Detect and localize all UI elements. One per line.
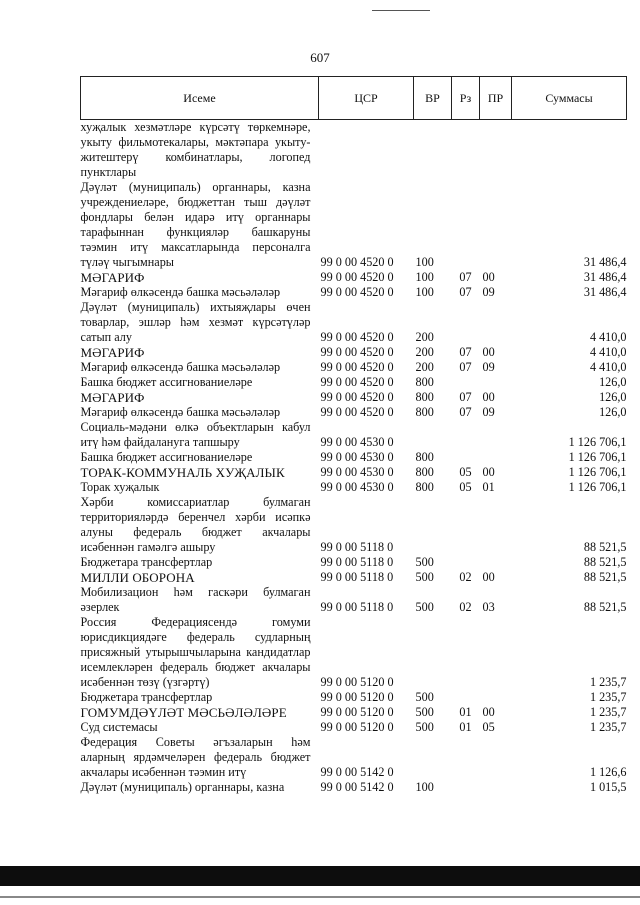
row-vr: 500 (415, 720, 434, 734)
header-sum: Суммасы (512, 77, 627, 120)
row-name: Башка бюджет ассигнованиеләре (80, 375, 253, 389)
row-rz: 07 (459, 285, 472, 299)
row-pr (480, 300, 512, 345)
row-vr: 500 (415, 570, 434, 584)
row-vr: 800 (415, 405, 434, 419)
row-csr: 99 0 00 4530 0 (320, 450, 394, 464)
row-sum: 1 126 706,1 (568, 450, 627, 464)
row-rz (452, 690, 480, 705)
row-rz: 07 (459, 360, 472, 374)
row-pr (480, 120, 512, 181)
row-rz: 01 (459, 720, 472, 734)
table-row (81, 585, 627, 615)
row-pr: 03 (482, 600, 495, 614)
row-pr: 00 (482, 270, 495, 284)
row-sum: 126,0 (599, 390, 627, 404)
row-csr: 99 0 00 5120 0 (320, 675, 394, 689)
row-vr: 800 (415, 390, 434, 404)
row-rz (452, 780, 480, 795)
row-csr (319, 120, 414, 181)
row-rz (452, 735, 480, 780)
table-row (81, 390, 627, 405)
table-row (81, 720, 627, 735)
table-row (81, 300, 627, 345)
row-vr: 800 (415, 465, 434, 479)
row-vr (414, 615, 452, 690)
row-name: Дәүләт (муниципаль) ихтыяҗлары өчен товарлар, эшләр һәм хезмәт күрсәтүләр сатып алу (80, 300, 311, 344)
row-sum: 1 126,6 (589, 765, 627, 779)
table-row (81, 555, 627, 570)
row-rz (452, 450, 480, 465)
row-name: Мобилизацион һәм гаскәри булмаган әзерлек (80, 585, 311, 614)
row-vr: 100 (415, 780, 434, 794)
row-vr: 500 (415, 705, 434, 719)
row-name: МӘГАРИФ (80, 270, 145, 285)
row-name: ТОРАК-КОММУНАЛЬ ХУҖАЛЫК (80, 465, 285, 480)
row-name: Хәрби комиссариатлар булмаган территорияләрдә беренчел хәрби исәпкә алуны федераль бюджет акчалары исәбеннән гамәлгә ашыру (80, 495, 311, 554)
row-pr: 09 (482, 360, 495, 374)
scan-edge-mark (372, 10, 430, 11)
row-vr: 100 (415, 285, 434, 299)
row-pr: 00 (482, 390, 495, 404)
row-sum: 1 235,7 (589, 705, 627, 719)
header-vr: ВР (414, 77, 452, 120)
row-sum: 126,0 (599, 375, 627, 389)
page-number: 607 (310, 50, 330, 65)
row-csr: 99 0 00 4520 0 (320, 345, 394, 359)
row-pr (480, 420, 512, 450)
row-rz (452, 555, 480, 570)
table-row (81, 480, 627, 495)
table-row (81, 285, 627, 300)
row-sum: 88 521,5 (583, 600, 627, 614)
table-row (81, 690, 627, 705)
row-pr (480, 180, 512, 270)
table-row (81, 405, 627, 420)
row-pr (480, 735, 512, 780)
row-name: ГОМУМДӘҮЛӘТ МӘСЬӘЛӘЛӘРЕ (80, 705, 287, 720)
row-pr (480, 615, 512, 690)
row-rz: 01 (459, 705, 472, 719)
row-rz (452, 120, 480, 181)
row-name: Россия Федерациясендә гомуми юрисдикциядәге федераль судларның присяжный утырышчыларына кандидатлар исемлекләрен федераль бюджет акчалары исәбеннән төзү (үзгәртү) (80, 615, 311, 689)
row-sum: 31 486,4 (583, 270, 627, 284)
row-pr (480, 690, 512, 705)
table-body (81, 120, 627, 796)
row-rz: 07 (459, 270, 472, 284)
table-row (81, 465, 627, 480)
row-rz (452, 420, 480, 450)
row-vr: 800 (415, 375, 434, 389)
table-row (81, 120, 627, 181)
table-row (81, 615, 627, 690)
row-csr: 99 0 00 4520 0 (320, 360, 394, 374)
scan-bottom-line (0, 896, 640, 898)
row-csr: 99 0 00 5118 0 (320, 600, 394, 614)
table-row (81, 495, 627, 555)
row-csr: 99 0 00 4520 0 (320, 255, 394, 269)
row-name: Бюджетара трансфертлар (80, 555, 213, 569)
row-pr (480, 780, 512, 795)
row-sum: 4 410,0 (589, 345, 627, 359)
row-rz (452, 180, 480, 270)
row-pr (480, 555, 512, 570)
row-vr (414, 495, 452, 555)
row-vr: 200 (415, 360, 434, 374)
row-name: Суд системасы (80, 720, 158, 734)
row-csr: 99 0 00 4520 0 (320, 330, 394, 344)
row-csr: 99 0 00 4530 0 (320, 480, 394, 494)
row-rz (452, 615, 480, 690)
table-row (81, 780, 627, 795)
row-rz (452, 300, 480, 345)
row-rz: 02 (459, 570, 472, 584)
row-vr: 800 (415, 450, 434, 464)
row-sum: 88 521,5 (583, 570, 627, 584)
row-name: Дәүләт (муниципаль) органнары, казна (80, 780, 285, 794)
row-pr (480, 450, 512, 465)
row-rz: 05 (459, 465, 472, 479)
row-name: хуҗалык хезмәтләре күрсәтү төркемнәре, укыту фильмотекалары, мәктәпара укыту-житештерү комбинатлары, логопед пунктлары (80, 120, 311, 179)
row-name: Мәгариф өлкәсендә башка мәсьәләләр (80, 285, 281, 299)
row-pr: 00 (482, 465, 495, 479)
table-row (81, 270, 627, 285)
row-pr: 00 (482, 705, 495, 719)
row-name: МӘГАРИФ (80, 390, 145, 405)
row-csr: 99 0 00 5118 0 (320, 570, 394, 584)
header-name: Исеме (81, 77, 319, 120)
row-vr: 800 (415, 480, 434, 494)
row-vr: 100 (415, 255, 434, 269)
row-sum: 126,0 (599, 405, 627, 419)
row-rz: 07 (459, 345, 472, 359)
row-sum: 31 486,4 (583, 285, 627, 299)
row-pr (480, 375, 512, 390)
row-sum: 1 126 706,1 (568, 480, 627, 494)
row-vr (414, 420, 452, 450)
scan-bottom-bar (0, 866, 640, 886)
row-sum: 1 235,7 (589, 720, 627, 734)
row-sum: 88 521,5 (583, 555, 627, 569)
row-csr: 99 0 00 4530 0 (320, 465, 394, 479)
row-csr: 99 0 00 5120 0 (320, 720, 394, 734)
row-csr: 99 0 00 4520 0 (320, 390, 394, 404)
table-header-row (81, 77, 627, 120)
table-row (81, 570, 627, 585)
row-csr: 99 0 00 5142 0 (320, 780, 394, 794)
row-rz: 02 (459, 600, 472, 614)
row-csr: 99 0 00 5118 0 (320, 555, 394, 569)
row-vr: 500 (415, 690, 434, 704)
row-sum (512, 120, 627, 181)
row-pr: 05 (482, 720, 495, 734)
row-rz: 07 (459, 405, 472, 419)
row-sum: 1 015,5 (589, 780, 627, 794)
row-pr: 09 (482, 285, 495, 299)
row-rz (452, 375, 480, 390)
row-vr (414, 120, 452, 181)
row-csr: 99 0 00 5120 0 (320, 705, 394, 719)
row-vr: 500 (415, 600, 434, 614)
header-rz: Рз (452, 77, 480, 120)
row-sum: 1 126 706,1 (568, 435, 627, 449)
row-name: МӘГАРИФ (80, 345, 145, 360)
row-csr: 99 0 00 4530 0 (320, 435, 394, 449)
row-vr: 500 (415, 555, 434, 569)
row-csr: 99 0 00 5120 0 (320, 690, 394, 704)
row-name: Башка бюджет ассигнованиеләре (80, 450, 253, 464)
row-rz: 07 (459, 390, 472, 404)
row-csr: 99 0 00 4520 0 (320, 285, 394, 299)
header-pr: ПР (480, 77, 512, 120)
row-name: Дәүләт (муниципаль) органнары, казна учреждениеләре, бюджеттан тыш дәүләт фондлары белән идарә итү органнары тарафыннан функцияләр башкаруны тәэмин итү максатларында персоналга түләү чыгымнары (80, 180, 311, 269)
row-csr: 99 0 00 4520 0 (320, 375, 394, 389)
row-name: Мәгариф өлкәсендә башка мәсьәләләр (80, 360, 281, 374)
row-csr: 99 0 00 4520 0 (320, 270, 394, 284)
row-pr: 00 (482, 570, 495, 584)
row-rz (452, 495, 480, 555)
row-pr: 01 (482, 480, 495, 494)
table-row (81, 450, 627, 465)
row-csr: 99 0 00 4520 0 (320, 405, 394, 419)
table-row (81, 375, 627, 390)
table-row (81, 345, 627, 360)
row-sum: 88 521,5 (583, 540, 627, 554)
row-sum: 1 235,7 (589, 690, 627, 704)
row-vr (414, 735, 452, 780)
budget-table (80, 76, 627, 795)
table-row (81, 420, 627, 450)
row-sum: 1 235,7 (589, 675, 627, 689)
row-vr: 200 (415, 345, 434, 359)
row-name: Торак хуҗалык (80, 480, 160, 494)
table-row (81, 180, 627, 270)
row-vr: 200 (415, 330, 434, 344)
row-pr (480, 495, 512, 555)
table-row (81, 735, 627, 780)
row-sum: 4 410,0 (589, 330, 627, 344)
row-sum: 31 486,4 (583, 255, 627, 269)
row-name: Федерация Советы әгъзаларын һәм аларның ярдәмчеләрен федераль бюджет акчалары исәбеннән тәэмин итү (80, 735, 311, 779)
row-name: Социаль-мәдәни өлкә объектларын кабул итү һәм файдалануга тапшыру (80, 420, 311, 449)
row-name: Мәгариф өлкәсендә башка мәсьәләләр (80, 405, 281, 419)
table-row (81, 360, 627, 375)
row-name: Бюджетара трансфертлар (80, 690, 213, 704)
header-csr: ЦСР (319, 77, 414, 120)
row-csr: 99 0 00 5118 0 (320, 540, 394, 554)
row-sum: 4 410,0 (589, 360, 627, 374)
row-pr: 00 (482, 345, 495, 359)
row-name: МИЛЛИ ОБОРОНА (80, 570, 195, 585)
row-sum: 1 126 706,1 (568, 465, 627, 479)
row-pr: 09 (482, 405, 495, 419)
row-vr: 100 (415, 270, 434, 284)
table-row (81, 705, 627, 720)
row-rz: 05 (459, 480, 472, 494)
row-csr: 99 0 00 5142 0 (320, 765, 394, 779)
